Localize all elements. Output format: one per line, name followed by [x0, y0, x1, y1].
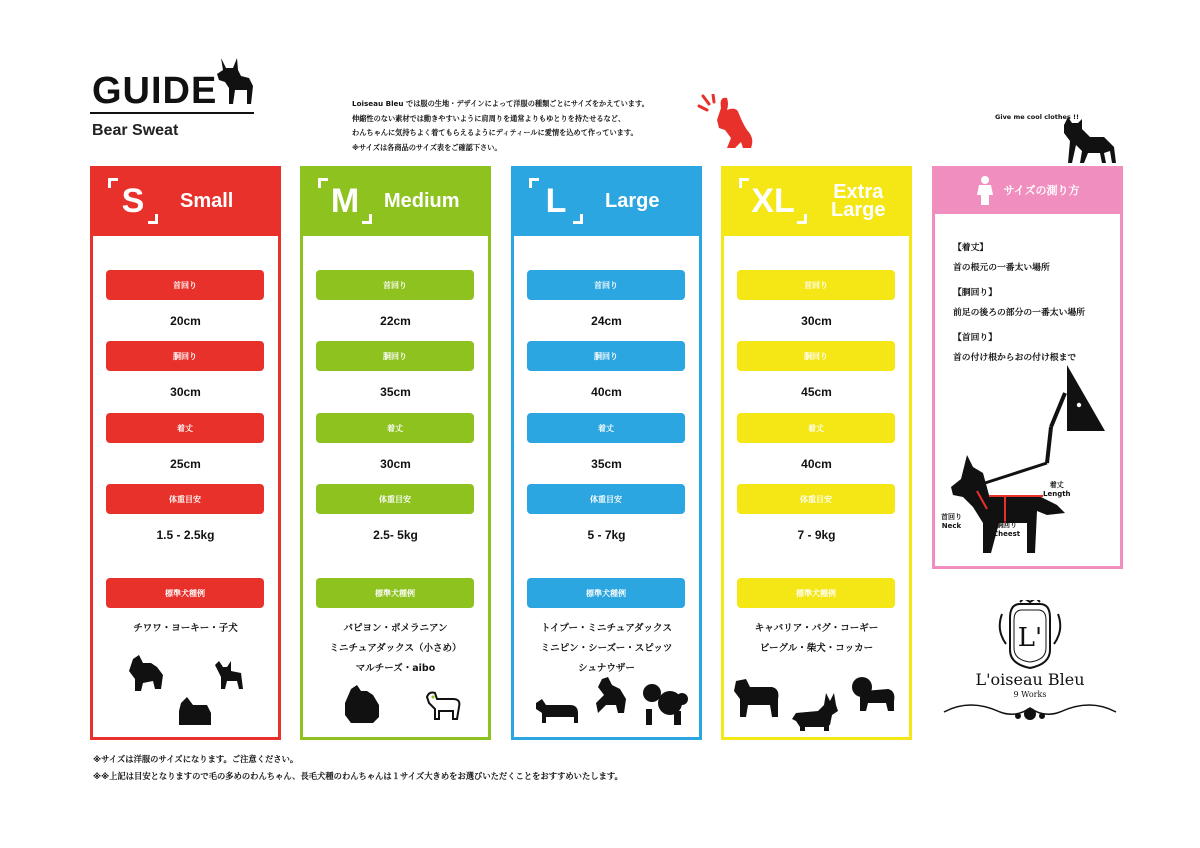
breeds-label: 標準犬種例: [527, 578, 685, 608]
title-underline: [90, 112, 254, 114]
brand-name: L'oiseau Bleu: [975, 670, 1085, 689]
chest-value: 30cm: [170, 385, 201, 399]
measure-desc: 首の根元の一番太い場所: [953, 263, 1050, 273]
breed-line: シュナウザー: [578, 663, 635, 674]
person-icon: [975, 175, 995, 205]
neck-label: 首回り: [316, 270, 474, 300]
breed-line: ミニピン・シーズー・スピッツ: [540, 643, 673, 654]
breeds-list: [514, 619, 699, 679]
breed-line: トイプー・ミニチュアダックス: [541, 623, 672, 634]
breeds-label: 標準犬種例: [737, 578, 895, 608]
bunny-icon: [697, 94, 759, 152]
dog-silhouette-icon: [127, 653, 167, 693]
neck-value: 30cm: [801, 314, 832, 328]
measure-panel: [932, 166, 1123, 569]
dog-silhouette-icon: [213, 661, 245, 691]
breed-line: マルチーズ・aibo: [355, 663, 436, 674]
intro-line: ※サイズは各商品のサイズ表をご確認下さい。: [352, 142, 502, 152]
neck-label: 首回り: [527, 270, 685, 300]
length-diagram-label: 着丈 Length: [1043, 481, 1071, 498]
weight-value: 5 - 7kg: [587, 528, 626, 542]
measure-header: [932, 166, 1123, 214]
length-value: 25cm: [170, 457, 201, 471]
measure-title: サイズの測り方: [1003, 184, 1080, 197]
neck-label: 首回り: [737, 270, 895, 300]
dog-walk-icon: [947, 365, 1117, 555]
size-code: L: [529, 178, 583, 224]
chest-diagram-label: 胴回り Cheest: [993, 521, 1021, 538]
dog-silhouette-icon: [213, 56, 255, 106]
measure-desc: 前足の後ろの部分の一番太い場所: [953, 308, 1085, 318]
size-code: XL: [739, 178, 807, 224]
cat-icon: [1060, 117, 1118, 165]
intro-line: Loiseau Bleu では服の生地・デザインによって洋服の種類ごとにサイズをかえています。: [352, 99, 649, 108]
measure-term: 【着丈】: [953, 243, 989, 253]
size-card-extra-large: [721, 166, 912, 740]
card-header: [511, 166, 702, 236]
neck-label: 首回り: [106, 270, 264, 300]
brand-sub: 9 Works: [1013, 690, 1047, 699]
chest-label: 胴回り: [737, 341, 895, 371]
length-value: 40cm: [801, 457, 832, 471]
breeds-list: [724, 619, 909, 659]
size-name: Medium: [384, 190, 460, 212]
footnote: ※※上記は目安となりますので毛の多めのわんちゃん、長毛犬種のわんちゃんは１サイズ大きめをお選びいただくことをおすすめいたします。: [93, 771, 623, 781]
size-card-small: [90, 166, 281, 740]
measure-term: 【首回り】: [953, 333, 997, 343]
weight-label: 体重目安: [316, 484, 474, 514]
length-value: 35cm: [591, 457, 622, 471]
page-title: GUIDE: [92, 70, 218, 112]
size-name: Extra Large: [831, 181, 886, 221]
size-card-large: [511, 166, 702, 740]
size-code: M: [318, 178, 372, 224]
neck-value: 22cm: [380, 314, 411, 328]
chest-label: 胴回り: [106, 341, 264, 371]
breed-line: ミニチュアダックス（小さめ）: [329, 643, 462, 654]
weight-value: 2.5- 5kg: [373, 528, 418, 542]
chest-label: 胴回り: [527, 341, 685, 371]
measure-desc: 首の付け根からおの付け根まで: [953, 353, 1077, 363]
chest-value: 45cm: [801, 385, 832, 399]
intro-line: 伸縮性のない素材では動きやすいように肩周りを通常よりもゆとりを持たせるなど、: [352, 113, 626, 123]
intro-line: わんちゃんに気持ちよく着てもらえるようにディティールに愛情を込めて作っています。: [352, 128, 638, 138]
dog-silhouette-icon: [640, 683, 690, 727]
chest-label: 胴回り: [316, 341, 474, 371]
size-name: Small: [180, 190, 234, 212]
breed-line: チワワ・ヨーキー・子犬: [133, 623, 238, 634]
brand-monogram: L': [1017, 623, 1043, 653]
dog-silhouette-icon: [732, 677, 782, 719]
dog-silhouette-icon: [177, 697, 213, 725]
weight-label: 体重目安: [737, 484, 895, 514]
card-header: [721, 166, 912, 236]
dog-silhouette-icon: [534, 697, 580, 725]
size-card-medium: [300, 166, 491, 740]
breed-line: キャバリア・パグ・コーギー: [754, 623, 879, 634]
side-caption: Give me cool clothes !!: [995, 113, 1079, 121]
size-code: S: [108, 178, 158, 224]
weight-value: 1.5 - 2.5kg: [156, 528, 215, 542]
footnote: ※サイズは洋服のサイズになります。ご注意ください。: [93, 754, 299, 764]
neck-value: 24cm: [591, 314, 622, 328]
length-value: 30cm: [380, 457, 411, 471]
intro-text: [352, 97, 712, 155]
dog-silhouette-icon: [790, 693, 840, 733]
breeds-label: 標準犬種例: [316, 578, 474, 608]
measure-term: 【胴回り】: [953, 288, 997, 298]
size-name: Large: [605, 190, 660, 212]
weight-label: 体重目安: [106, 484, 264, 514]
neck-value: 20cm: [170, 314, 201, 328]
breed-line: ビーグル・柴犬・コッカー: [759, 643, 874, 654]
neck-diagram-label: 首回り Neck: [941, 513, 962, 530]
page-subtitle: Bear Sweat: [92, 122, 179, 139]
dog-walk-icon: [423, 689, 463, 723]
length-label: 着丈: [106, 413, 264, 443]
dog-silhouette-icon: [341, 685, 383, 725]
breeds-label: 標準犬種例: [106, 578, 264, 608]
dog-silhouette-icon: [850, 675, 896, 713]
length-label: 着丈: [316, 413, 474, 443]
card-header: [90, 166, 281, 236]
breeds-list: [303, 619, 488, 679]
breeds-list: [93, 619, 278, 639]
chest-value: 40cm: [591, 385, 622, 399]
length-label: 着丈: [527, 413, 685, 443]
crest-icon: [940, 600, 1120, 730]
weight-label: 体重目安: [527, 484, 685, 514]
measure-instructions: [953, 238, 1085, 368]
weight-value: 7 - 9kg: [797, 528, 836, 542]
length-label: 着丈: [737, 413, 895, 443]
chest-value: 35cm: [380, 385, 411, 399]
dog-silhouette-icon: [594, 677, 630, 715]
card-header: [300, 166, 491, 236]
breed-line: パピヨン・ポメラニアン: [343, 623, 448, 634]
